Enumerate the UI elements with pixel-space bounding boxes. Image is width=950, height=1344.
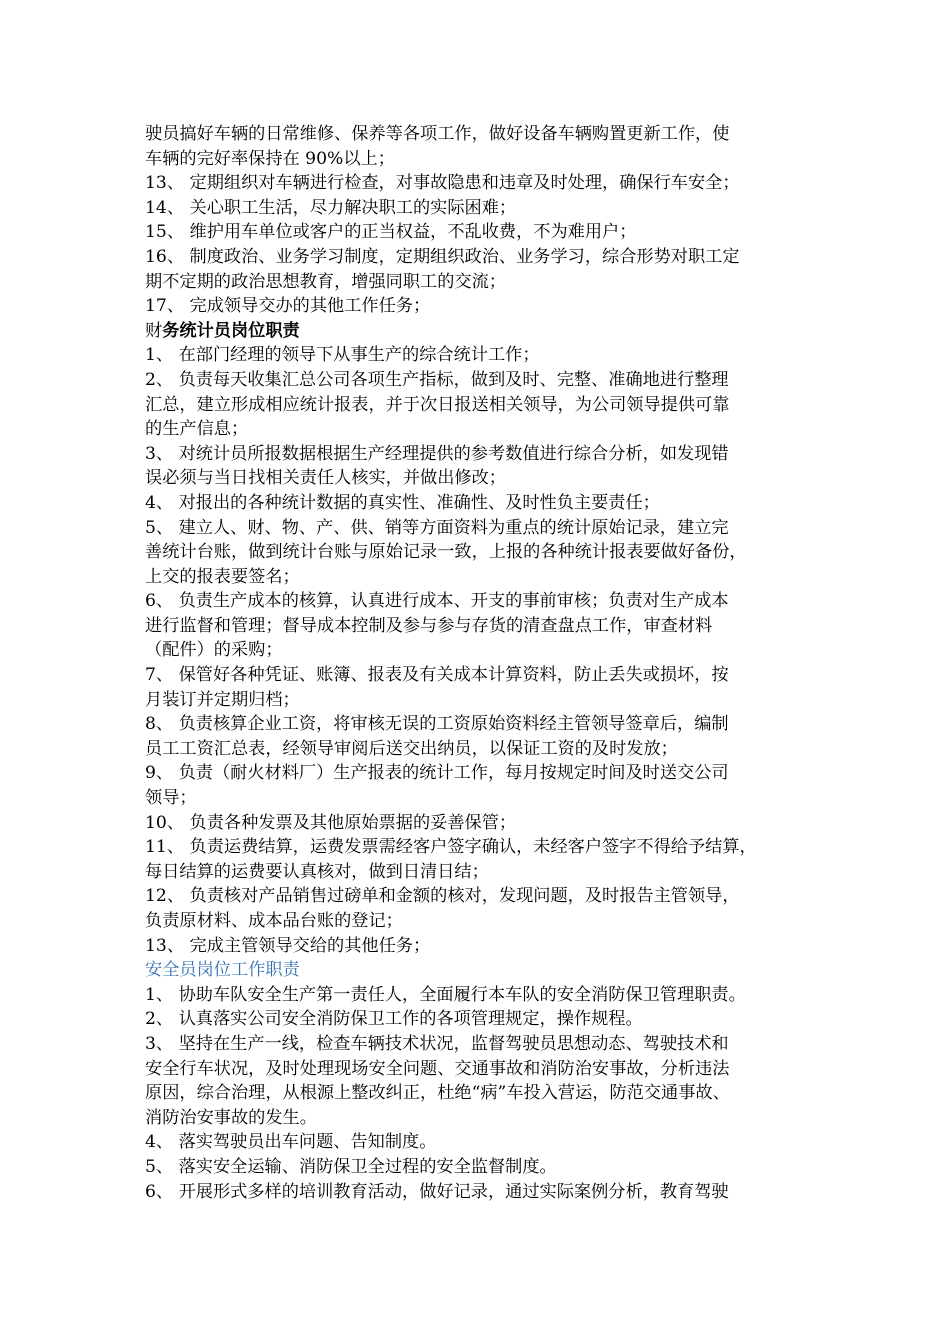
text-line: 14、 关心职工生活，尽力解决职工的实际困难； [145,197,517,218]
text-line: 4、 对报出的各种统计数据的真实性、准确性、及时性负主要责任； [145,492,660,513]
text-line: 消防治安事故的发生。 [145,1107,317,1128]
text-line: 车辆的完好率保持在 90%以上； [145,148,395,169]
text-line: 1、 在部门经理的领导下从事生产的综合统计工作； [145,345,540,366]
document-body [145,122,825,1204]
text-line: 误必须与当日找相关责任人核实，并做出修改； [145,468,506,489]
text-line: 每日结算的运费要认真核对，做到日清日结； [145,861,489,882]
section-safety-officer [145,958,825,1204]
text-line: 进行监督和管理；督导成本控制及参与参与存货的清查盘点工作，审查材料 [145,615,713,636]
text-line: 9、 负责（耐火材料厂）生产报表的统计工作，每月按规定时间及时送交公司 [145,763,729,784]
text-line: 6、 负责生产成本的核算，认真进行成本、开支的事前审核；负责对生产成本 [145,591,729,612]
text-line: 上交的报表要签名； [145,566,300,587]
text-line: 17、 完成领导交办的其他工作任务； [145,296,431,317]
text-line: 1、 协助车队安全生产第一责任人，全面履行本车队的安全消防保卫管理职责。 [145,984,746,1005]
text-line: 12、 负责核对产品销售过磅单和金额的核对，发现问题，及时报告主管领导， [145,886,740,907]
text-line: 6、 开展形式多样的培训教育活动，做好记录，通过实际案例分析，教育驾驶 [145,1181,729,1202]
section-vehicle-duties [145,122,825,319]
text-line: 15、 维护用车单位或客户的正当权益，不乱收费，不为难用户； [145,222,637,243]
text-line: 领导； [145,788,197,809]
text-line: 月装订并定期归档； [145,689,300,710]
text-line: 驶员搞好车辆的日常维修、保养等各项工作，做好设备车辆购置更新工作，使 [145,124,730,144]
text-line: 3、 坚持在生产一线，检查车辆技术状况，监督驾驶员思想动态、驾驶技术和 [145,1033,729,1054]
text-line: 5、 落实安全运输、消防保卫全过程的安全监督制度。 [145,1156,557,1177]
text-line: 13、 完成主管领导交给的其他任务； [145,935,431,956]
text-line: 5、 建立人、财、物、产、供、销等方面资料为重点的统计原始记录，建立完 [145,517,729,538]
text-line: 原因，综合治理，从根源上整改纠正，杜绝“病”车投入营运，防范交通事故、 [145,1083,730,1104]
section-heading [145,319,825,344]
text-line: 13、 定期组织对车辆进行检查，对事故隐患和违章及时处理，确保行车安全； [145,173,740,194]
text-line: 2、 负责每天收集汇总公司各项生产指标，做到及时、完整、准确地进行整理 [145,369,729,390]
heading-text: 务统计员岗位职责 [162,320,300,341]
section-finance-statistician [145,319,825,958]
text-line: 2、 认真落实公司安全消防保卫工作的各项管理规定，操作规程。 [145,1009,643,1030]
text-line: 10、 负责各种发票及其他原始票据的妥善保管； [145,812,517,833]
text-line: 善统计台账，做到统计台账与原始记录一致，上报的各种统计报表要做好备份， [145,542,747,563]
text-line: 汇总，建立形成相应统计报表，并于次日报送相关领导，为公司领导提供可靠 [145,394,730,415]
text-line: 8、 负责核算企业工资，将审核无误的工资原始资料经主管领导签章后，编制 [145,714,729,735]
text-line: 7、 保管好各种凭证、账簿、报表及有关成本计算资料，防止丢失或损坏，按 [145,665,729,686]
text-line: 期不定期的政治思想教育，增强同职工的交流； [145,271,506,292]
section-heading-link[interactable]: 安全员岗位工作职责 [145,960,300,981]
text-line: 安全行车状况，及时处理现场安全问题、交通事故和消防治安事故，分析违法 [145,1058,730,1079]
text-line: 16、 制度政治、业务学习制度，定期组织政治、业务学习，综合形势对职工定 [145,246,740,267]
text-line: 员工工资汇总表，经领导审阅后送交出纳员，以保证工资的及时发放； [145,738,678,759]
text-line: 4、 落实驾驶员出车问题、告知制度。 [145,1132,437,1153]
text-line: 11、 负责运费结算，运费发票需经客户签字确认，未经客户签字不得给予结算， [145,837,757,858]
text-line: （配件）的采购； [145,640,283,661]
heading-prefix: 财 [145,320,163,341]
text-line: 3、 对统计员所报数据根据生产经理提供的参考数值进行综合分析，如发现错 [145,443,729,464]
text-line: 负责原材料、成本品台账的登记； [145,911,403,931]
text-line: 的生产信息； [145,419,249,440]
